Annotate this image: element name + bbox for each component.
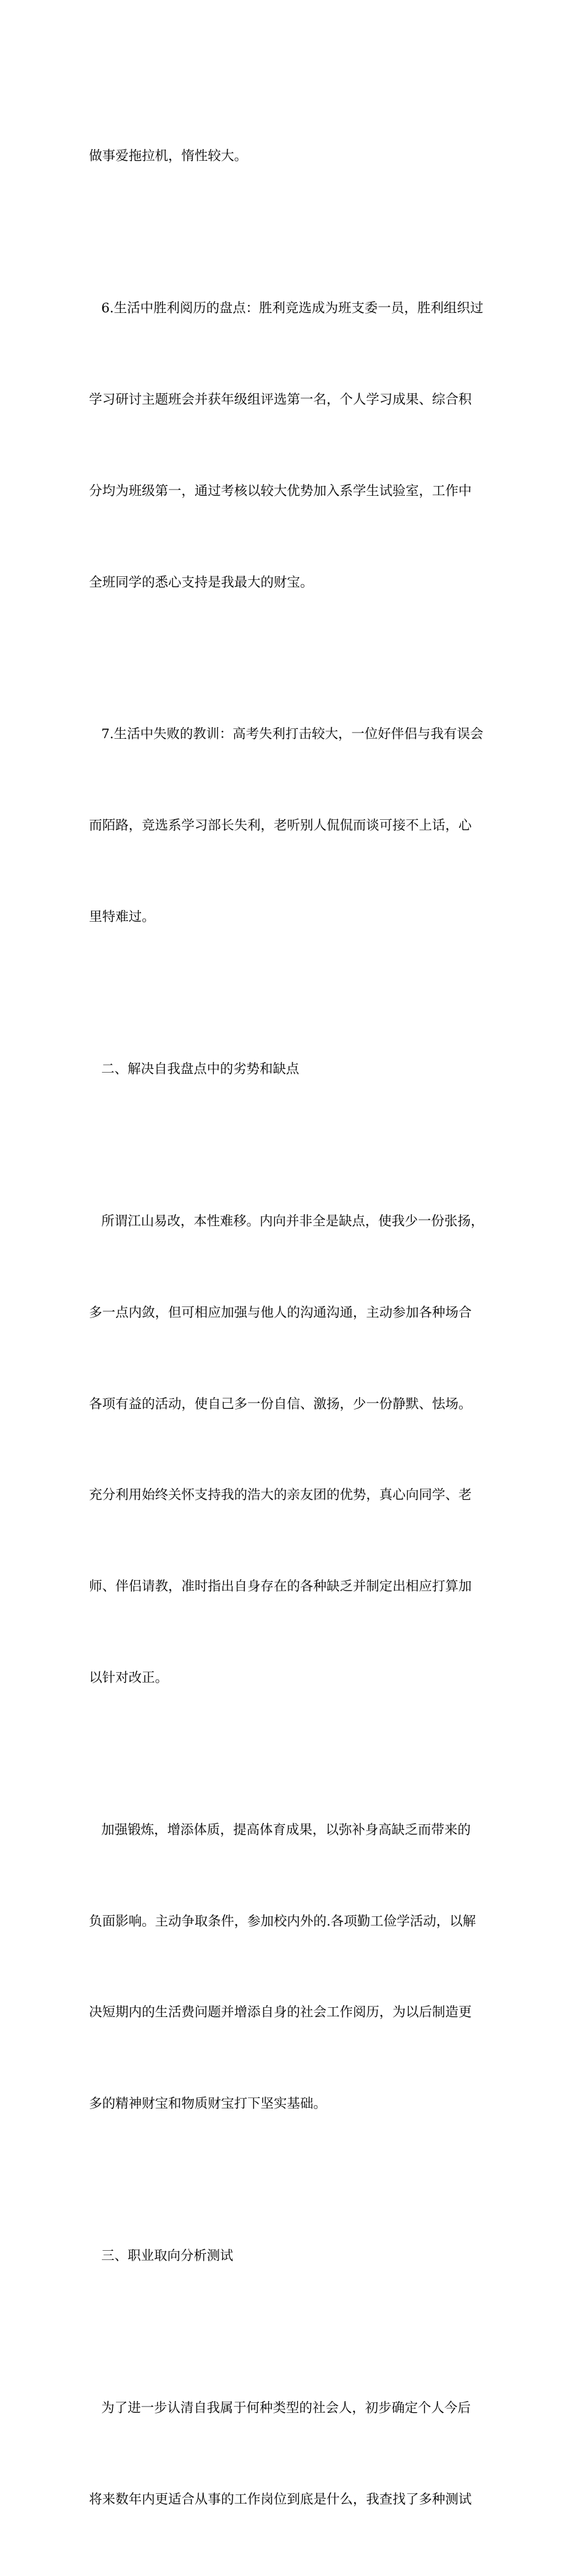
text-line: 里特难过。 — [89, 909, 155, 925]
text-line: 分均为班级第一，通过考核以较大优势加入系学生试验室，工作中 — [89, 483, 472, 499]
heading-line: 二、解决自我盘点中的劣势和缺点 — [101, 1062, 299, 1077]
text-line: 多一点内敛，但可相应加强与他人的沟通沟通，主动参加各种场合 — [89, 1305, 472, 1321]
section-heading-2 — [89, 993, 497, 1146]
paragraph-continuation — [89, 80, 497, 233]
text-line: 全班同学的悉心支持是我最大的财宝。 — [89, 574, 314, 590]
text-line: 为了进一步认清自我属于何种类型的社会人，初步确定个人今后 — [101, 2401, 471, 2416]
text-line: 各项有益的活动，使自己多一份自信、激扬，少一份静默、怯场。 — [89, 1396, 472, 1412]
text-line: 而陌路，竞选系学习部长失利，老听别人侃侃而谈可接不上话，心 — [89, 818, 472, 834]
text-line: 以针对改正。 — [89, 1670, 169, 1686]
paragraph-success-experience — [89, 233, 497, 658]
document-body — [89, 80, 497, 2576]
paragraph-failure-lessons — [89, 658, 497, 993]
section-heading-3 — [89, 2180, 497, 2332]
text-line: 决短期内的生活费问题并增添自身的社会工作阅历，为以后制造更 — [89, 2005, 472, 2021]
text-line: 充分利用始终关怀支持我的浩大的亲友团的优势，真心向同学、老 — [89, 1487, 472, 1503]
text-line: 学习研讨主题班会并获年级组评选第一名，个人学习成果、综合积 — [89, 391, 472, 407]
text-line: 将来数年内更适合从事的工作岗位到底是什么，我查找了多种测试 — [89, 2491, 472, 2507]
text-line: 所谓江山易改，本性难移。内向并非全是缺点，使我少一份张扬， — [101, 1213, 484, 1229]
text-line: 7.生活中失败的教训：高考失利打击较大，一位好伴侣与我有误会 — [101, 727, 484, 742]
paragraph-career-test — [89, 2332, 497, 2576]
heading-line: 三、职业取向分析测试 — [101, 2248, 234, 2264]
text-line: 6.生活中胜利阅历的盘点：胜利竞选成为班支委一员，胜利组织过 — [101, 301, 484, 317]
paragraph-introversion — [89, 1146, 497, 1754]
text-line: 负面影响。主动争取条件，参加校内外的.各项勤工俭学活动，以解 — [89, 1913, 476, 1929]
text-line: 加强锻炼，增添体质，提高体育成果，以弥补身高缺乏而带来的 — [101, 1822, 471, 1838]
text-line: 师、伴侣请教，准时指出自身存在的各种缺乏并制定出相应打算加 — [89, 1579, 472, 1595]
text-line: 做事爱拖拉机，惰性较大。 — [89, 148, 248, 164]
paragraph-exercise — [89, 1754, 497, 2180]
text-line: 多的精神财宝和物质财宝打下坚实基础。 — [89, 2096, 327, 2112]
